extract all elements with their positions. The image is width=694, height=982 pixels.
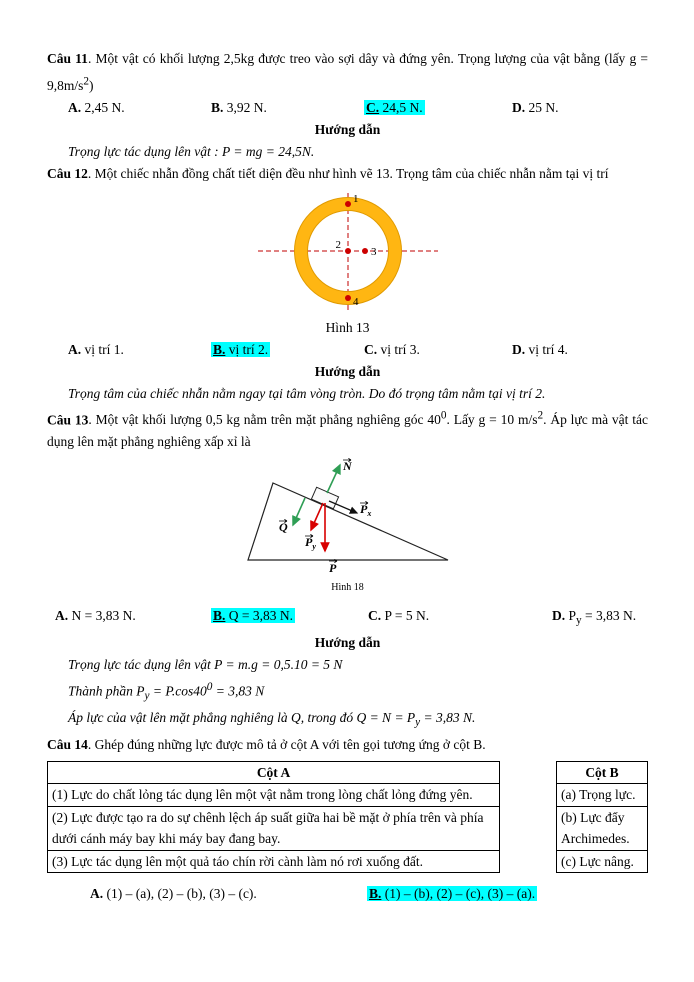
question-11-text	[47, 48, 648, 97]
option-letter: A.	[90, 886, 104, 902]
question-14-body: . Ghép đúng những lực được mô tả ở cột A với tên gọi tương ứng ở cột B.	[87, 736, 486, 752]
option-letter: D.	[552, 608, 566, 623]
option-13-d	[552, 605, 648, 632]
incline-figure-svg	[233, 457, 463, 581]
incline-figure	[47, 457, 648, 595]
option-11-c-correct	[364, 97, 512, 119]
table-b-header: Cột B	[557, 761, 648, 784]
point-1-label: 1	[352, 192, 358, 205]
p-label: P	[328, 561, 336, 575]
table-b-row-2: (b) Lực đẩy Archimedes.	[557, 806, 648, 850]
option-letter: C.	[364, 341, 378, 357]
solution-text: Thành phần $P_y = P.\cos 40^0 = 3,83$ N	[68, 680, 265, 702]
option-letter: B.	[213, 608, 226, 623]
ring-figure	[47, 189, 648, 339]
question-12	[47, 163, 648, 405]
pressing-force-vector	[293, 498, 305, 525]
option-letter: B.	[213, 341, 226, 357]
question-12-options	[47, 339, 648, 361]
point-4-label: 4	[352, 295, 358, 308]
option-text: N = 3,83 N.	[71, 608, 136, 623]
option-letter: B.	[211, 99, 224, 115]
incline-triangle	[248, 483, 448, 560]
answer-highlight	[367, 886, 537, 901]
question-13	[47, 405, 648, 734]
option-text: $P_y = 3,83$ N.	[568, 608, 637, 627]
guide-heading: Hướng dẫn	[314, 634, 381, 650]
question-13-body: . Một vật khối lượng 0,5 kg nằm trên mặt phẳng nghiêng góc $40^0$. Lấy g = 10 $m/s^2$. Áp lực mà vật tác dụng lên mặt phẳng nghiêng xấp xỉ là	[47, 409, 649, 449]
question-11	[47, 48, 648, 163]
option-11-a	[68, 97, 211, 119]
guide-heading: Hướng dẫn	[314, 363, 381, 379]
answer-14-a	[90, 883, 367, 905]
option-letter: A.	[68, 341, 82, 357]
option-text: vị trí 1.	[84, 341, 124, 357]
solution-text: Áp lực của vật lên mặt phẳng nghiêng là Q, trong đó $Q = N = P_y = 3,83$ N.	[68, 709, 476, 729]
table-a-row-2: (2) Lực được tạo ra do sự chênh lệch áp suất giữa hai bề mặt ở phía trên và phía dưới cánh máy bay khi máy bay đang bay.	[48, 806, 500, 850]
py-label: $P_y$	[304, 535, 316, 551]
option-letter: C.	[368, 608, 382, 623]
option-13-b-correct	[211, 605, 368, 632]
option-letter: B.	[369, 886, 382, 902]
answer-highlight	[364, 100, 425, 115]
question-12-text	[47, 163, 648, 185]
option-text: 2,45 N.	[84, 99, 125, 115]
figure-caption: Hình 13	[325, 319, 370, 335]
table-cot-a	[47, 761, 500, 874]
option-text: vị trí 2.	[228, 341, 269, 357]
table-b-row-3: (c) Lực nâng.	[557, 850, 648, 873]
option-text: P = 5 N.	[384, 608, 430, 623]
option-text: (1) – (b), (2) – (c), (3) – (a).	[384, 886, 536, 902]
question-13-options	[47, 605, 648, 632]
point-3-dot	[362, 248, 368, 254]
question-11-label: Câu 11	[47, 51, 88, 66]
question-13-text	[47, 405, 648, 454]
option-12-a	[68, 339, 211, 361]
table-a-header: Cột A	[48, 761, 500, 784]
option-text: 25 N.	[528, 99, 559, 115]
table-cot-b	[556, 761, 648, 874]
question-14-label: Câu 14	[47, 736, 88, 752]
table-a-row-1: (1) Lực do chất lỏng tác dụng lên một vật nằm trong lòng chất lỏng đứng yên.	[48, 784, 500, 807]
py-component-vector	[311, 503, 323, 530]
question-14-answers	[47, 883, 648, 905]
option-letter: D.	[512, 341, 526, 357]
answer-14-b-correct	[367, 883, 537, 905]
option-12-c	[364, 339, 512, 361]
question-14-text	[47, 734, 648, 756]
question-11-options	[47, 97, 648, 119]
question-12-label: Câu 12	[47, 165, 88, 181]
option-text: vị trí 4.	[528, 341, 568, 357]
option-text: (1) – (a), (2) – (b), (3) – (c).	[106, 886, 257, 902]
answer-highlight	[211, 608, 295, 623]
point-3-label: 3	[370, 245, 376, 258]
option-text: 24,5 N.	[382, 99, 423, 115]
question-12-body: . Một chiếc nhẫn đồng chất tiết diện đều như hình vẽ 13. Trọng tâm của chiếc nhẫn nằm tại vị trí	[87, 165, 609, 181]
question-11-body: . Một vật có khối lượng 2,5kg được treo vào sợi dây và đứng yên. Trọng lượng của vật bằng (lấy $g = 9,8m/s^2$)	[47, 51, 648, 93]
option-letter: A.	[68, 99, 82, 115]
option-13-a	[55, 605, 211, 632]
point-2-dot	[345, 248, 351, 254]
option-13-c	[368, 605, 552, 632]
option-12-d	[512, 339, 648, 361]
question-13-label: Câu 13	[47, 412, 89, 427]
table-a-row-3: (3) Lực tác dụng lên một quả táo chín rời cành làm nó rơi xuống đất.	[48, 850, 500, 873]
solution-text: Trọng tâm của chiếc nhẫn nằm ngay tại tâm vòng tròn. Do đó trọng tâm nằm tại vị trí 2.	[68, 385, 546, 401]
option-11-d	[512, 97, 648, 119]
option-text: vị trí 3.	[380, 341, 420, 357]
point-1-dot	[345, 201, 351, 207]
option-text: 3,92 N.	[226, 99, 267, 115]
px-label: $P_x$	[359, 502, 371, 518]
solution-text: Trọng lực tác dụng lên vật : P = mg = 24,5N.	[68, 143, 315, 159]
answer-highlight	[211, 342, 270, 357]
option-letter: D.	[512, 99, 526, 115]
point-4-dot	[345, 295, 351, 301]
table-b-row-1: (a) Trọng lực.	[557, 784, 648, 807]
solution-text: Trọng lực tác dụng lên vật P = m.g = 0,5.10 = 5 N	[68, 656, 343, 672]
option-11-b	[211, 97, 364, 119]
option-letter: A.	[55, 608, 69, 623]
ring-figure-svg	[253, 189, 443, 317]
option-letter: C.	[366, 99, 380, 115]
figure-caption: Hình 18	[331, 582, 364, 593]
point-2-label: 2	[335, 238, 341, 251]
q-label: Q	[278, 520, 288, 534]
option-12-b-correct	[211, 339, 364, 361]
matching-tables	[47, 761, 648, 874]
n-label: N	[342, 459, 352, 473]
normal-force-vector	[327, 465, 340, 493]
guide-heading: Hướng dẫn	[314, 121, 381, 137]
option-text: Q = 3,83 N.	[228, 608, 294, 623]
question-14	[47, 734, 648, 906]
